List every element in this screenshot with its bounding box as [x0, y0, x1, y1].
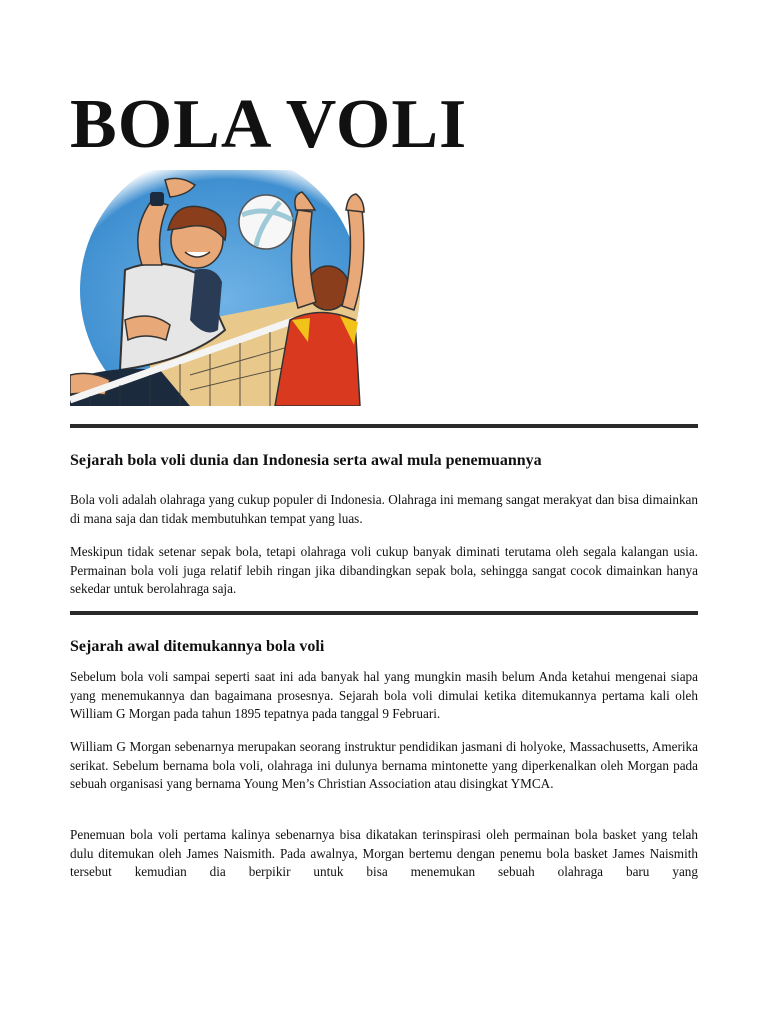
paragraph: Meskipun tidak setenar sepak bola, tetapi olahraga voli cukup banyak diminati terutama oleh segala kalangan usia. Permainan bola voli juga relatif lebih ringan jika dibandingkan sepak bola, sehingga sangat cocok dimainkan hanya sekedar untuk berolahraga saja.	[70, 544, 698, 596]
volleyball-players-illustration	[70, 170, 380, 406]
paragraph: Penemuan bola voli pertama kalinya sebenarnya bisa dikatakan terinspirasi oleh permainan bola basket yang telah dulu ditemukan oleh James Naismith. Pada awalnya, Morgan bertemu dengan penemu bola basket James Naismith tersebut kemudian dia berpikir untuk bisa menemukan sebuah olahraga baru yang	[70, 827, 698, 879]
paragraph: Bola voli adalah olahraga yang cukup populer di Indonesia. Olahraga ini memang sangat merakyat dan bisa dimainkan di mana saja dan tidak membutuhkan tempat yang luas.	[70, 492, 698, 526]
section-heading-history: Sejarah bola voli dunia dan Indonesia serta awal mula penemuannya	[70, 452, 542, 469]
paragraph: Sebelum bola voli sampai seperti saat ini ada banyak hal yang mungkin masih belum Anda ketahui mengenai siapa yang menemukannya dan bagaimana prosesnya. Sejarah bola voli dimulai ketika ditemukannya pertama kali oleh William G Morgan pada tahun 1895 tepatnya pada tanggal 9 Februari.	[70, 669, 698, 721]
paragraph: William G Morgan sebenarnya merupakan seorang instruktur pendidikan jasmani di holyoke, Massachusetts, Amerika serikat. Sebelum bernama bola voli, olahraga ini dulunya bernama mintonette yang diperkenalkan oleh Morgan pada sebuah organisasi yang bernama Young Men’s Christian Association atau disingkat YMCA.	[70, 739, 698, 791]
section-heading-invention: Sejarah awal ditemukannya bola voli	[70, 638, 325, 655]
document-title: BOLA VOLI	[70, 86, 468, 163]
section-divider	[70, 611, 698, 615]
section-divider	[70, 424, 698, 428]
